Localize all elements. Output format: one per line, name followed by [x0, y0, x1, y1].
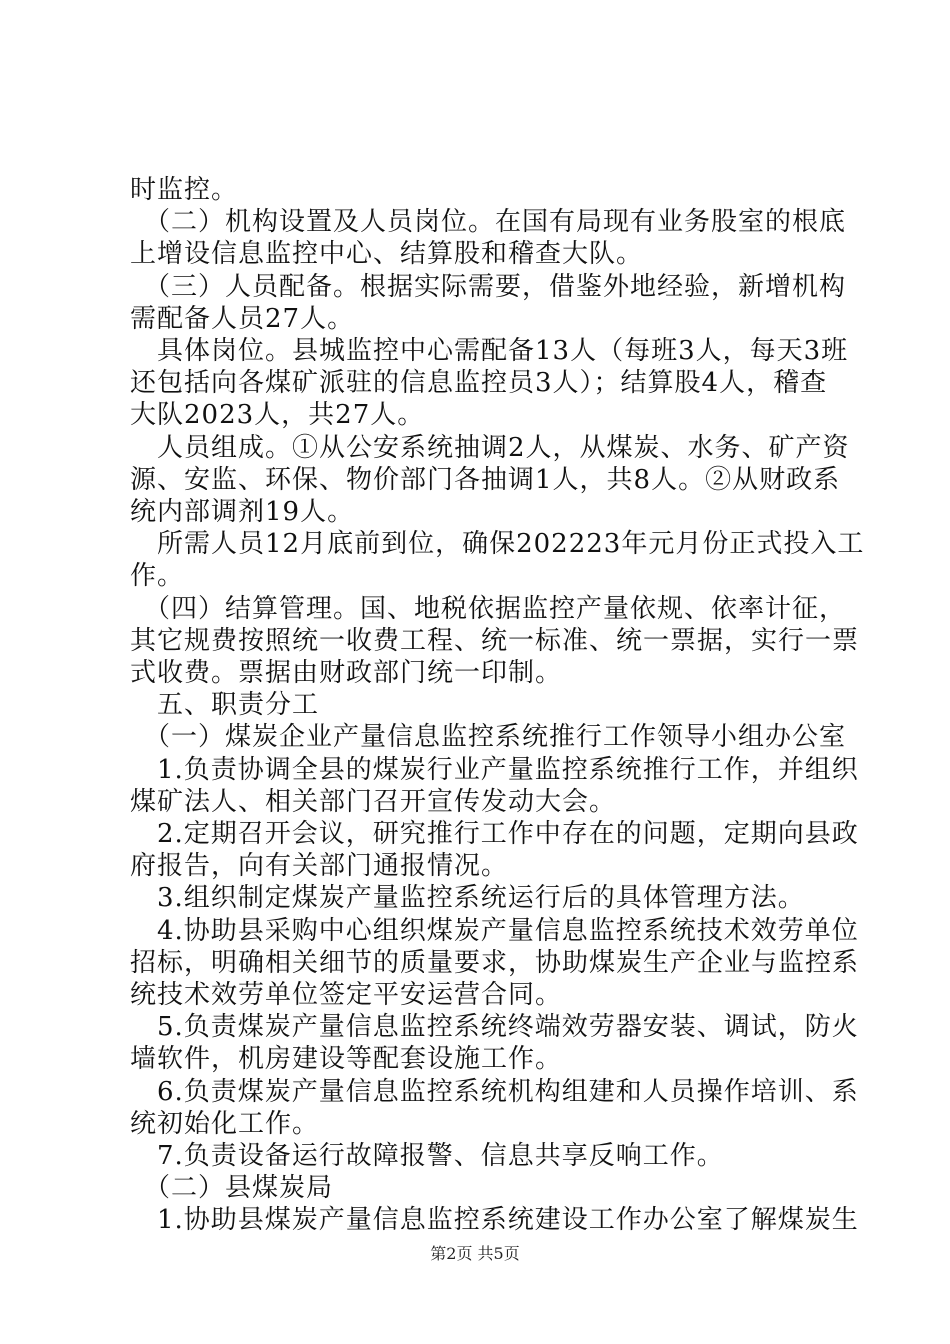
page-number-footer: 第2页 共5页: [430, 1244, 520, 1263]
text-line: 式收费。票据由财政部门统一印制。: [130, 658, 563, 688]
text-line: （一）煤炭企业产量信息监控系统推行工作领导小组办公室: [130, 722, 847, 752]
text-line: 统初始化工作。: [130, 1109, 320, 1139]
text-line: （四）结算管理。国、地税依据监控产量依规、依率计征，: [130, 594, 847, 624]
text-line: 4.协助县采购中心组织煤炭产量信息监控系统技术效劳单位: [130, 916, 859, 946]
text-line: 作。: [130, 561, 185, 591]
text-line: 大队2023人，共27人。: [130, 400, 425, 430]
text-line: 具体岗位。县城监控中心需配备13人（每班3人，每天3班: [130, 336, 849, 366]
text-line: （三）人员配备。根据实际需要，借鉴外地经验，新增机构: [130, 272, 847, 302]
text-line: 需配备人员27人。: [130, 304, 355, 334]
text-line: 统技术效劳单位签定平安运营合同。: [130, 980, 563, 1010]
text-line: 统内部调剂19人。: [130, 497, 355, 527]
text-line: 上增设信息监控中心、结算股和稽查大队。: [130, 239, 644, 269]
text-line: 五、职责分工: [130, 690, 320, 720]
text-line: 所需人员12月底前到位，确保202223年元月份正式投入工: [130, 529, 865, 559]
text-line: 2.定期召开会议，研究推行工作中存在的问题，定期向县政: [130, 819, 859, 849]
text-line: 时监控。: [130, 175, 239, 205]
text-line: 源、安监、环保、物价部门各抽调1人，共8人。②从财政系: [130, 465, 841, 495]
text-line: 墙软件，机房建设等配套设施工作。: [130, 1044, 563, 1074]
text-line: 人员组成。①从公安系统抽调2人，从煤炭、水务、矿产资: [130, 433, 850, 463]
text-line: （二）机构设置及人员岗位。在国有局现有业务股室的根底: [130, 207, 847, 237]
text-line: 其它规费按照统一收费工程、统一标准、统一票据，实行一票: [130, 626, 860, 656]
text-line: 1.负责协调全县的煤炭行业产量监控系统推行工作，并组织: [130, 755, 859, 785]
text-line: 还包括向各煤矿派驻的信息监控员3人）；结算股4人，稽查: [130, 368, 828, 398]
text-line: 1.协助县煤炭产量信息监控系统建设工作办公室了解煤炭生: [130, 1205, 859, 1235]
text-line: 6.负责煤炭产量信息监控系统机构组建和人员操作培训、系: [130, 1077, 859, 1107]
text-line: 府报告，向有关部门通报情况。: [130, 851, 509, 881]
text-line: 招标，明确相关细节的质量要求，协助煤炭生产企业与监控系: [130, 948, 860, 978]
text-line: 7.负责设备运行故障报警、信息共享反响工作。: [130, 1141, 724, 1171]
text-line: （二）县煤炭局: [130, 1173, 334, 1203]
text-line: 3.组织制定煤炭产量监控系统运行后的具体管理方法。: [130, 883, 805, 913]
text-line: 5.负责煤炭产量信息监控系统终端效劳器安装、调试，防火: [130, 1012, 859, 1042]
text-line: 煤矿法人、相关部门召开宣传发动大会。: [130, 787, 617, 817]
